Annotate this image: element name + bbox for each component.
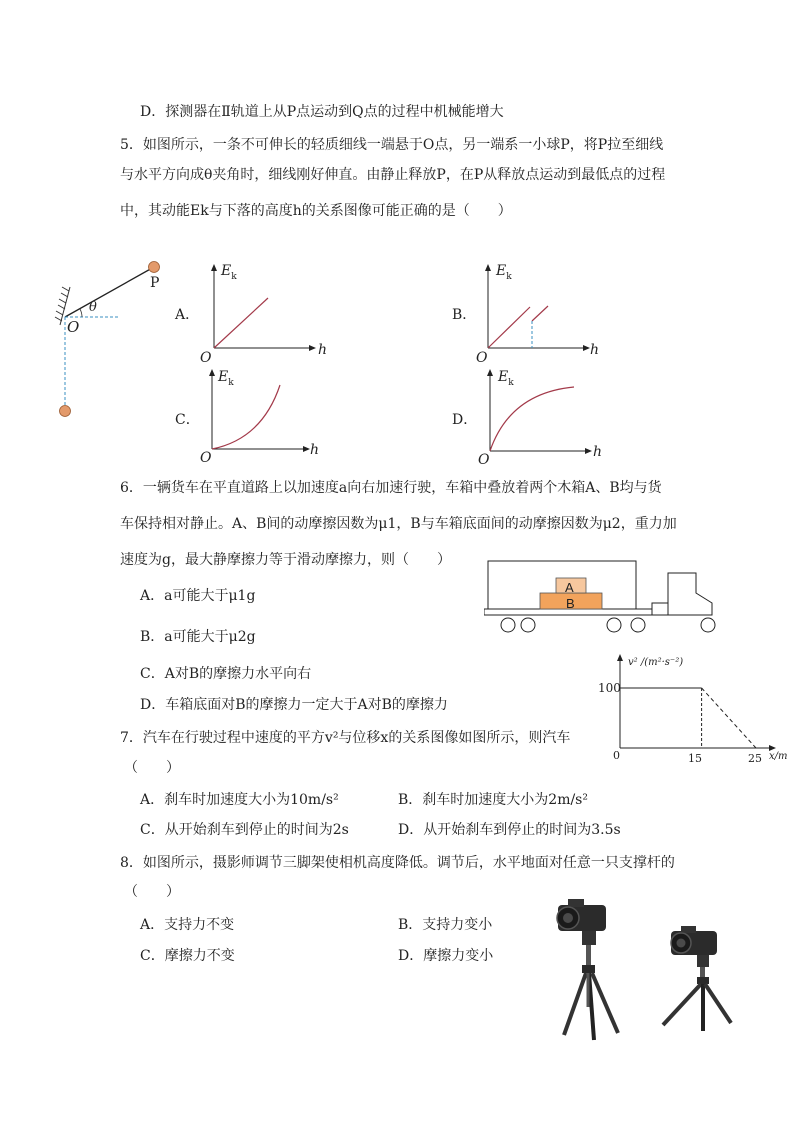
q7-option-d: D．从开始刹车到停止的时间为3.5s [398,822,621,838]
graph-d-origin: O [478,452,490,468]
tripod-short-icon [655,925,735,1035]
q8-option-d: D．摩擦力变小 [398,948,494,964]
q8-option-a: A．支持力不变 [140,917,235,933]
pendulum-label-theta: θ [89,300,97,315]
q5-line2: 与水平方向成θ夹角时，细线刚好伸直。由静止释放P，在P从释放点运动到最低点的过程 [120,167,666,183]
q6-line2: 车保持相对静止。A、B间的动摩擦因数为μ1，B与车箱底面间的动摩擦因数为μ2，重力加 [120,516,677,532]
graph-b-x-axis: h [590,342,600,358]
graph-c-label: C． [175,412,200,428]
graph-a-x-axis: h [318,342,328,358]
q6-option-b: B．a可能大于μ2g [140,629,256,645]
graph-d [476,367,596,462]
q7-line2: （ ） [124,760,180,776]
q7-option-a: A．刹车时加速度大小为10m/s² [140,792,339,808]
graph-b [474,262,594,357]
truck-figure [484,557,734,637]
q8-option-c: C．摩擦力不变 [140,948,235,964]
graph-d-y-axis: $E_k$ [498,369,514,388]
tripod-tall-icon [548,895,628,1045]
graph-a [200,262,320,357]
q6-line3: 速度为g，最大静摩擦力等于滑动摩擦力，则（ ） [120,552,451,568]
box-b-label: B [566,596,575,611]
q7-option-c: C．从开始刹车到停止的时间为2s [140,822,349,838]
pendulum-label-P: P [150,275,160,291]
chart-y-label: v² /(m²·s⁻²) [628,657,684,668]
q7-line1: 7．汽车在行驶过程中速度的平方v²与位移x的关系图像如图所示，则汽车 [120,730,571,746]
q6-option-c: C．A对B的摩擦力水平向右 [140,666,312,682]
box-a-label: A [565,580,574,595]
graph-a-label: A． [175,307,200,323]
graph-c-origin: O [200,450,212,466]
q7-option-b: B．刹车时加速度大小为2m/s² [398,792,588,808]
q6-option-a: A．a可能大于μ1g [140,588,256,604]
q8-line1: 8．如图所示，摄影师调节三脚架使相机高度降低。调节后，水平地面对任意一只支撑杆的 [120,855,675,871]
graph-b-y-axis: $E_k$ [496,263,512,282]
chart-x-label: x/m [769,751,788,762]
chart-x-tick-25: 25 [748,752,762,765]
v2-dashed-decel [702,688,756,748]
q8-option-b: B．支持力变小 [398,917,493,933]
q5-line3: 中，其动能Ek与下落的高度h的关系图像可能正确的是（ ） [120,203,512,219]
graph-b-label: B． [452,307,477,323]
graph-a-y-axis: $E_k$ [221,263,237,282]
chart-y-tick-100: 100 [598,681,621,695]
q4-option-d: D．探测器在Ⅱ轨道上从P点运动到Q点的过程中机械能增大 [140,104,504,120]
q5-line1: 5．如图所示，一条不可伸长的轻质细线一端悬于O点，另一端系一小球P，将P拉至细线 [120,137,664,153]
q8-line2: （ ） [124,884,180,900]
q6-line1: 6．一辆货车在平直道路上以加速度a向右加速行驶，车箱中叠放着两个木箱A、B均与货 [120,480,662,496]
graph-d-x-axis: h [593,444,603,460]
graph-c-y-axis: $E_k$ [218,369,234,388]
graph-b-origin: O [476,350,488,366]
chart-origin: 0 [613,749,620,762]
graph-c [198,367,318,462]
graph-c-x-axis: h [310,442,320,458]
graph-d-label: D． [452,412,478,428]
q6-option-d: D．车箱底面对B的摩擦力一定大于A对B的摩擦力 [140,697,448,713]
pendulum-label-O: O [67,318,80,336]
chart-x-tick-15: 15 [688,752,702,765]
graph-a-origin: O [200,350,212,366]
